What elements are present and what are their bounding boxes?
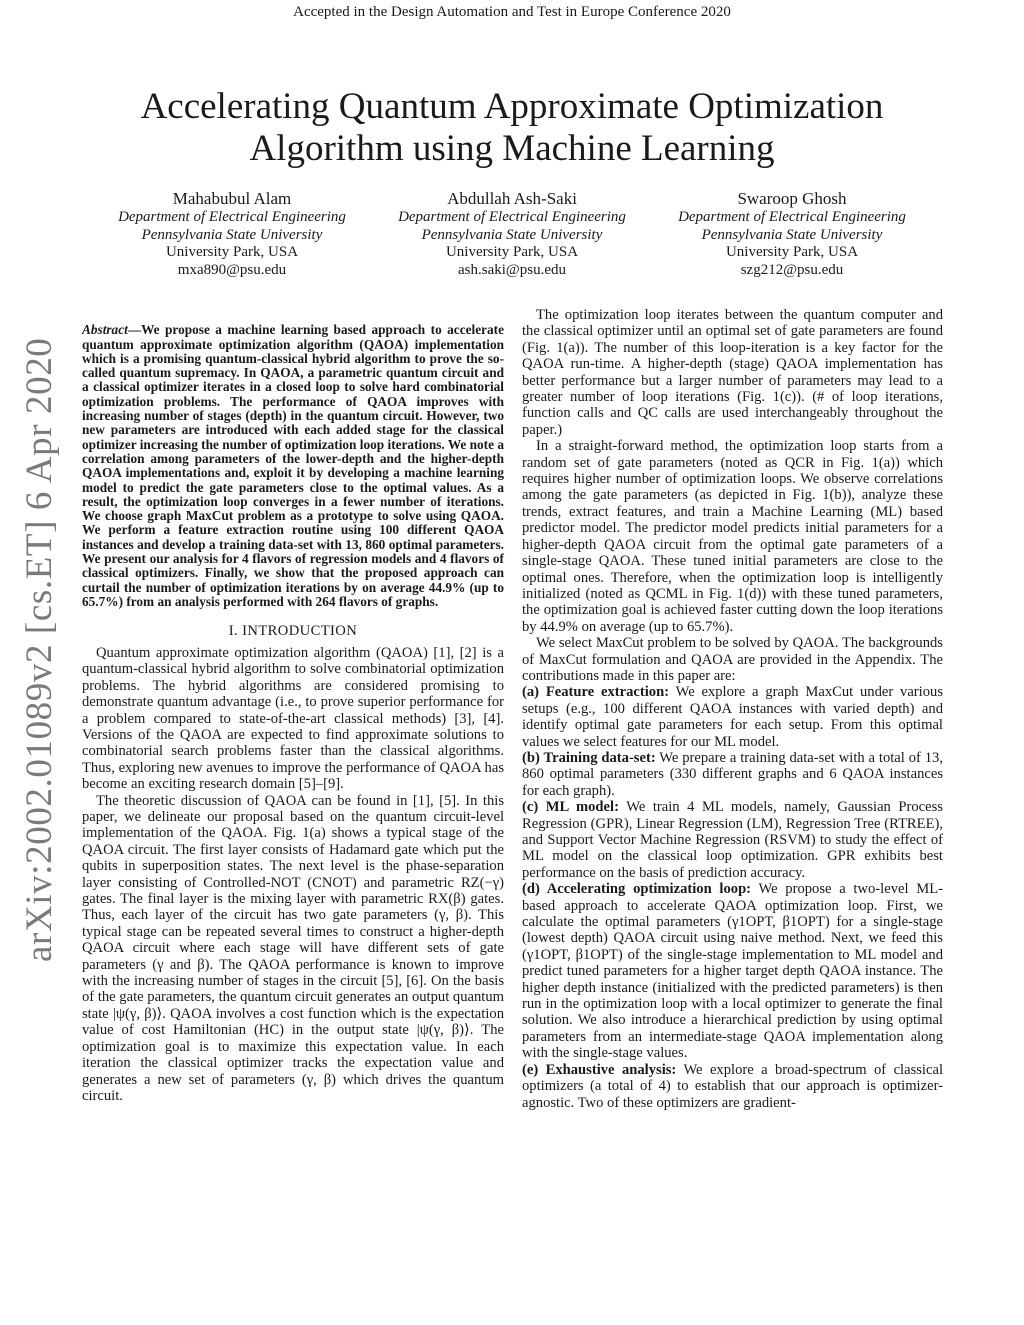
author-name: Abdullah Ash-Saki	[447, 189, 577, 208]
author-univ: Pennsylvania State University	[421, 226, 603, 243]
paper-title	[0, 86, 1024, 170]
contribution-item	[522, 1062, 943, 1111]
body-paragraph: The optimization loop iterates between the quantum computer and the classical optimizer until an optimal set of gate parameters are found (Fig. 1(a)). The number of this loop-iteration is a key factor for the QAOA run-time. A higher-depth (stage) QAOA implementation has better performance but a larger number of parameters may lead to a greater number of loop iterations (Fig. 1(c)). (# of loop iterations, function calls and QC calls are used interchangeably throughout the paper.)	[522, 307, 943, 438]
abstract-text: —We propose a machine learning based approach to accelerate quantum approximate optimization algorithm (QAOA) implementation which is a promising quantum-classical hybrid algorithm to prove the so-called quantum supremacy. In QAOA, a parametric quantum circuit and a classical optimizer iterates in a closed loop to solve hard combinatorial optimization problems. The performance of QAOA improves with increasing number of stages (depth) in the quantum circuit. However, two new parameters are introduced with each added stage for the classical optimizer increasing the number of optimization loop iterations. We note a correlation among parameters of the lower-depth and the higher-depth QAOA implementations and, exploit it by developing a machine learning model to predict the gate parameters close to the optimal values. As a result, the optimization loop converges in a fewer number of iterations. We choose graph MaxCut problem as a prototype to solve using QAOA. We perform a feature extraction routine using 100 different QAOA instances and develop a training data-set with 13, 860 optimal parameters. We present our analysis for 4 flavors of regression models and 4 flavors of classical optimizers. Finally, we show that the proposed approach can curtail the number of optimization iterations by on average 44.9% (up to 65.7%) from an analysis performed with 264 flavors of graphs.	[82, 322, 504, 609]
author-2	[372, 189, 652, 279]
contribution-text: We propose a two-level ML-based approach to accelerate QAOA optimization loop. First, we calculate the optimal parameters (γ1OPT, β1OPT) for a single-stage (lowest depth) QAOA circuit using naive method. Next, we feed this (γ1OPT, β1OPT) of the single-stage implementation to ML model and predict tuned parameters for a higher target depth QAOA instance. The higher depth instance (initialized with the predicted parameters) is then run in the optimization loop with a local optimizer to generate the final solution. We also introduce a hierarchical prediction by using optimal parameters from an intermediate-stage QAOA implementation along with the single-stage values.	[522, 881, 943, 1062]
contribution-item	[522, 881, 943, 1061]
contribution-item	[522, 750, 943, 799]
right-column	[522, 307, 943, 1111]
contribution-label: (e) Exhaustive analysis:	[522, 1061, 677, 1078]
body-paragraph: We select MaxCut problem to be solved by QAOA. The backgrounds of MaxCut formulation and QAOA are provided in the Appendix. The contributions made in this paper are:	[522, 635, 943, 684]
author-3	[652, 189, 932, 279]
contribution-item	[522, 799, 943, 881]
author-univ: Pennsylvania State University	[701, 226, 883, 243]
contribution-text: We explore a graph MaxCut under various setups (e.g., 100 different QAOA instances with varied depth) and identify optimal gate parameters for each setup. From this optimal values we select features for our ML model.	[522, 684, 943, 750]
abstract	[82, 323, 504, 609]
author-location: University Park, USA	[165, 244, 299, 260]
author-name: Mahabubul Alam	[172, 189, 292, 208]
abstract-label: Abstract	[82, 322, 128, 338]
author-dept: Department of Electrical Engineering	[398, 209, 626, 225]
title-line-1: Accelerating Quantum Approximate Optimization	[140, 86, 884, 127]
author-dept: Department of Electrical Engineering	[678, 209, 906, 225]
author-location: University Park, USA	[725, 244, 859, 260]
contribution-text: We train 4 ML models, namely, Gaussian Process Regression (GPR), Linear Regression (LM), Regression Tree (RTREE), and Support Vector Machine Regression (RSVM) to study the effect of ML model on the classical loop optimization. GPR exhibits best performance on the basis of prediction accuracy.	[522, 799, 943, 881]
author-1	[92, 189, 372, 279]
contribution-label: (b) Training data-set:	[522, 749, 656, 766]
author-block	[92, 189, 932, 279]
author-email[interactable]: szg212@psu.edu	[740, 261, 844, 278]
body-paragraph: In a straight-forward method, the optimization loop starts from a random set of gate parameters (noted as QCR in Fig. 1(a)) which requires higher number of optimization loops. We observe correlations among the gate parameters (as depicted in Fig. 1(b)), analyze these trends, extract features, and train a Machine Learning (ML) based predictor model. The predictor model predicts initial parameters for a higher-depth QAOA circuit from the optimal gate parameters of a single-stage QAOA. These tuned initial parameters are close to the optimal ones. Therefore, when the optimization loop is intelligently initialized (noted as QCML in Fig. 1(d)) with these tuned parameters, the optimization goal is achieved faster cutting down the loop iterations by 44.9% on average (up to 65.7%).	[522, 438, 943, 635]
contribution-text: We prepare a training data-set with a total of 13, 860 optimal parameters (330 different graphs and 6 QAOA instances for each graph).	[522, 749, 943, 799]
author-email[interactable]: mxa890@psu.edu	[177, 261, 287, 278]
section-heading-introduction: I. INTRODUCTION	[228, 622, 358, 639]
left-column	[82, 310, 504, 1104]
intro-paragraph: Quantum approximate optimization algorithm (QAOA) [1], [2] is a quantum-classical hybrid algorithm to solve combinatorial optimization problems. The hybrid algorithms are considered promising to demonstrate quantum advantage (i.e., to prove superior performance for a problem compared to state-of-the-art classical methods) [3], [4]. Versions of the QAOA are expected to find approximate solutions to combinatorial search problems faster than the classical algorithms. Thus, exploring new avenues to improve the performance of QAOA has become an exciting research domain [5]–[9].	[82, 644, 504, 793]
contribution-label: (d) Accelerating optimization loop:	[522, 881, 752, 898]
author-name: Swaroop Ghosh	[737, 189, 847, 208]
author-location: University Park, USA	[445, 244, 579, 260]
title-line-2: Algorithm using Machine Learning	[249, 128, 775, 169]
author-email[interactable]: ash.saki@psu.edu	[458, 261, 566, 278]
author-dept: Department of Electrical Engineering	[118, 209, 346, 225]
conference-header: Accepted in the Design Automation and Test in Europe Conference 2020	[293, 4, 731, 20]
contribution-item	[522, 684, 943, 750]
contribution-label: (c) ML model:	[522, 799, 619, 816]
arxiv-stamp: arXiv:2002.01089v2 [cs.ET] 6 Apr 2020	[19, 337, 60, 962]
contribution-label: (a) Feature extraction:	[522, 684, 670, 701]
author-univ: Pennsylvania State University	[141, 226, 323, 243]
contribution-text: We explore a broad-spectrum of classical optimizers (a total of 4) to establish that our approach is optimizer-agnostic. Two of these optimizers are gradient-	[522, 1061, 943, 1111]
intro-paragraph: The theoretic discussion of QAOA can be found in [1], [5]. In this paper, we delineate our proposal based on the quantum circuit-level implementation of the QAOA. Fig. 1(a) shows a typical stage of the QAOA circuit. The first layer consists of Hadamard gate which put the qubits in superposition states. The next level is the phase-separation layer consisting of Controlled-NOT (CNOT) and parametric RZ(−γ) gates. The final layer is the mixing layer with parametric RX(β) gates. Thus, each layer of the circuit has two gate parameters (γ, β). This typical stage can be repeated several times to construct a higher-depth QAOA circuit where each stage will have different sets of gate parameters (γ and β). The QAOA performance is known to improve with the increasing number of stages in the circuit [5], [6]. On the basis of the gate parameters, the quantum circuit generates an output quantum state |ψ(γ, β)⟩. QAOA involves a cost function which is the expectation value of cost Hamiltonian (HC) in the output state |ψ(γ, β)⟩. The optimization goal is to maximize this expectation value. In each iteration the classical optimizer tracks the expectation value and generates a new set of parameters (γ, β) which drives the quantum circuit.	[82, 792, 504, 1104]
